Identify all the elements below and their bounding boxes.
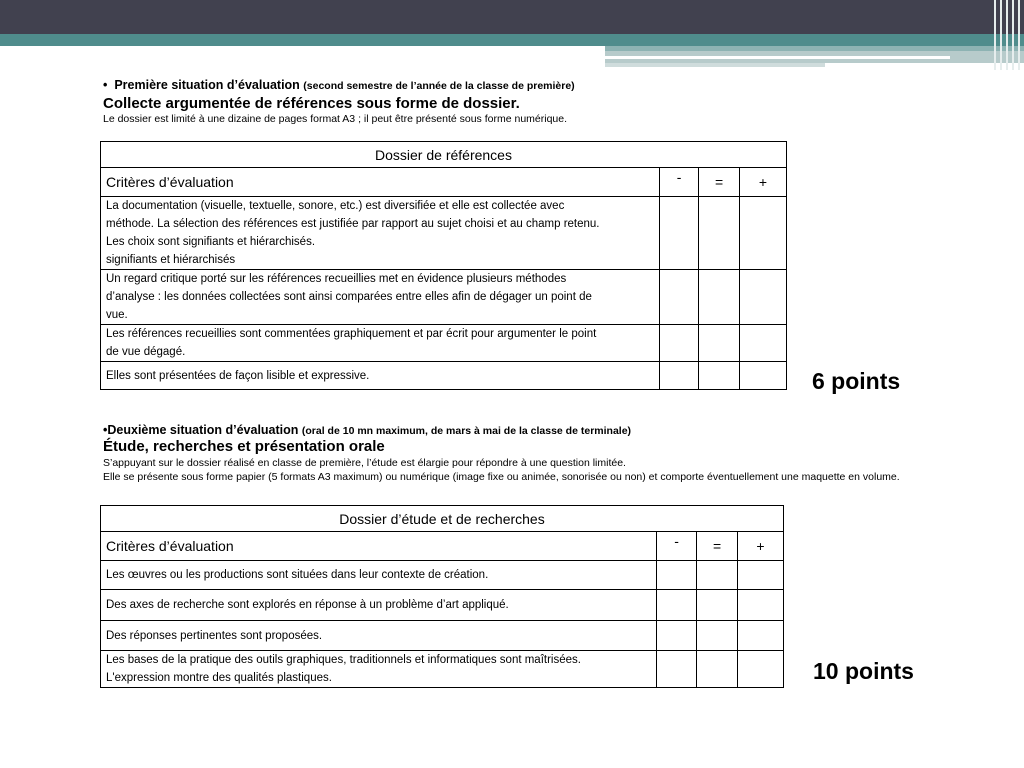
- score-box-equal[interactable]: [697, 590, 738, 621]
- score-box-plus[interactable]: [738, 590, 784, 621]
- mark-equal: =: [699, 168, 740, 197]
- header-light-line: [605, 63, 825, 67]
- score-box-minus[interactable]: [657, 590, 697, 621]
- score-box-equal[interactable]: [697, 651, 738, 688]
- section1-heading: • Première situation d’évaluation (second semestre de l’année de la classe de première): [103, 78, 575, 92]
- criteria-header: Critères d’évaluation: [101, 168, 660, 197]
- score-box-equal[interactable]: [699, 362, 740, 390]
- criterion-cell: Les références recueillies sont commentées graphiquement et par écrit pour argumenter le point de vue dégagé.: [101, 325, 660, 362]
- criteria-header: Critères d’évaluation: [101, 532, 657, 561]
- header-teal-band: [0, 34, 1024, 46]
- table-title: Dossier de références: [101, 142, 787, 168]
- score-box-minus[interactable]: [660, 197, 699, 270]
- score-box-minus[interactable]: [657, 651, 697, 688]
- section1-heading-note: (second semestre de l’année de la classe de première): [303, 80, 575, 92]
- criterion-cell: Elles sont présentées de façon lisible et expressive.: [101, 362, 660, 390]
- score-box-plus[interactable]: [740, 362, 787, 390]
- criterion-cell: Des réponses pertinentes sont proposées.: [101, 621, 657, 651]
- mark-plus: +: [740, 168, 787, 197]
- score-box-plus[interactable]: [740, 270, 787, 325]
- score-box-plus[interactable]: [740, 197, 787, 270]
- criterion-cell: Des axes de recherche sont explorés en réponse à un problème d’art appliqué.: [101, 590, 657, 621]
- header-vertical-lines: [992, 0, 1024, 70]
- score-box-equal[interactable]: [697, 561, 738, 590]
- score-box-minus[interactable]: [657, 561, 697, 590]
- section2-description-line: Elle se présente sous forme papier (5 formats A3 maximum) ou numérique (image fixe ou animée, sonorisée ou non) et comporte éventuellement une maquette en volume.: [103, 471, 900, 483]
- section2-heading-note: (oral de 10 mn maximum, de mars à mai de la classe de terminale): [301, 425, 632, 437]
- criterion-cell: Les bases de la pratique des outils graphiques, traditionnels et informatiques sont maîtrisées. L'expression montre des qualités plastiques.: [101, 651, 657, 688]
- mark-equal: =: [697, 532, 738, 561]
- mark-plus: +: [738, 532, 784, 561]
- criterion-cell: La documentation (visuelle, textuelle, sonore, etc.) est diversifiée et elle est collectée avec méthode. La sélection des références est justifiée par rapport au sujet choisi et au champ retenu. Les choix sont signifiants et hiérarchisés. signifiants et hiérarchisés: [101, 197, 660, 270]
- score-box-plus[interactable]: [738, 561, 784, 590]
- mark-minus: -: [660, 168, 699, 197]
- section2-points: 10 points: [813, 658, 914, 684]
- score-box-equal[interactable]: [699, 197, 740, 270]
- score-box-minus[interactable]: [660, 270, 699, 325]
- header-dark-band: [0, 0, 1024, 34]
- score-box-equal[interactable]: [699, 270, 740, 325]
- score-box-equal[interactable]: [699, 325, 740, 362]
- score-box-plus[interactable]: [740, 325, 787, 362]
- section1-points: 6 points: [812, 368, 901, 394]
- score-box-equal[interactable]: [697, 621, 738, 651]
- table-title: Dossier d’étude et de recherches: [101, 506, 784, 532]
- header-white-strip: [0, 46, 605, 51]
- references-table: [100, 141, 787, 390]
- score-box-minus[interactable]: [657, 621, 697, 651]
- mark-minus: -: [657, 532, 697, 561]
- criterion-cell: Les œuvres ou les productions sont situées dans leur contexte de création.: [101, 561, 657, 590]
- section1-description: Le dossier est limité à une dizaine de pages format A3 ; il peut être présenté sous forme numérique.: [103, 113, 568, 125]
- header-white-line: [605, 56, 950, 59]
- score-box-minus[interactable]: [660, 362, 699, 390]
- section2-description-line: S’appuyant sur le dossier réalisé en classe de première, l’étude est élargie pour répondre à une question limitée.: [103, 457, 626, 469]
- criterion-cell: Un regard critique porté sur les références recueillies met en évidence plusieurs méthodes d’analyse : les données collectées sont ainsi comparées entre elles afin de dégager un point de vue.: [101, 270, 660, 325]
- section1-title: Collecte argumentée de références sous forme de dossier.: [103, 95, 520, 112]
- score-box-plus[interactable]: [738, 621, 784, 651]
- score-box-minus[interactable]: [660, 325, 699, 362]
- section2-heading: •Deuxième situation d’évaluation (oral de 10 mn maximum, de mars à mai de la classe de terminale): [103, 423, 632, 437]
- score-box-plus[interactable]: [738, 651, 784, 688]
- section2-title: Étude, recherches et présentation orale: [103, 438, 385, 455]
- study-table: [100, 505, 784, 688]
